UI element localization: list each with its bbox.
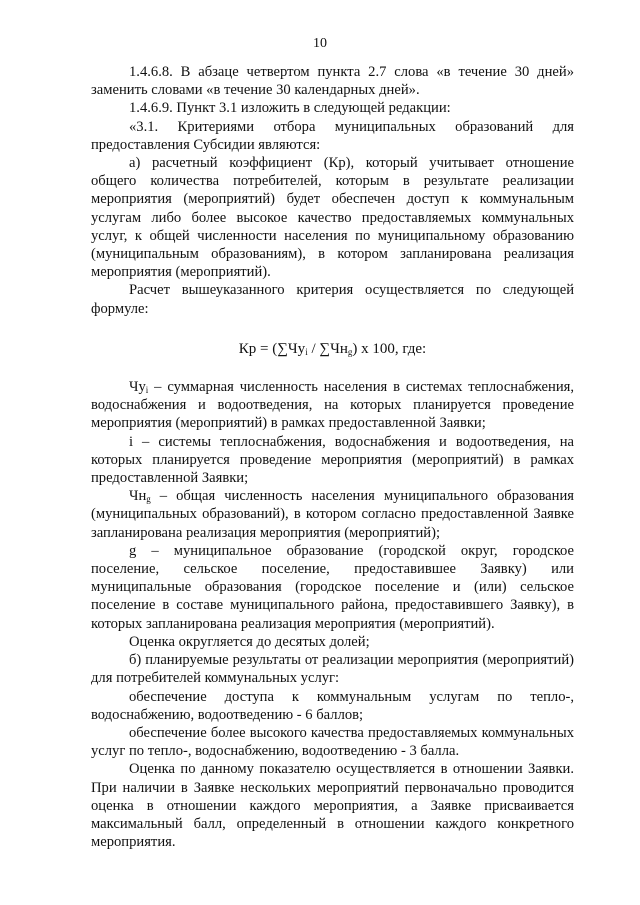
- formula-mid: / ∑Чн: [307, 340, 348, 357]
- paragraph-criterion-b: б) планируемые результаты от реализации мероприятия (мероприятий) для потребителей коммунальных услуг:: [91, 652, 574, 687]
- symbol-chn: Чн: [129, 488, 147, 505]
- definition-chu-text: – суммарная численность населения в системах теплоснабжения, водоснабжения и водоотведения, на которых планируется проведение мероприятия (мероприятий) в рамках предоставленной Заявки;: [91, 379, 574, 432]
- definition-chn-text: – общая численность населения муниципального образования (муниципальных образований), в котором согласно предоставленной Заявке запланирована реализация мероприятия (мероприятий);: [91, 488, 574, 541]
- definition-g: [91, 542, 574, 633]
- symbol-i: i: [129, 433, 134, 450]
- definition-i-text: – системы теплоснабжения, водоснабжения и водоотведения, на которых планируется проведение мероприятия (мероприятий) в рамках предоставленной Заявки;: [91, 433, 574, 487]
- paragraph-calculation: Расчет вышеуказанного критерия осуществляется по следующей формуле:: [91, 282, 574, 317]
- formula: [91, 340, 574, 358]
- symbol-chn-sub: g: [146, 494, 151, 505]
- paragraph-rounding: Оценка округляется до десятых долей;: [129, 633, 370, 650]
- symbol-chu-sub: i: [145, 385, 149, 396]
- paragraph-3-1: «3.1. Критериями отбора муниципальных образований для предоставления Субсидии являются:: [91, 118, 574, 153]
- formula-rhs: ) х 100, где:: [352, 340, 427, 357]
- definition-chu: [91, 378, 574, 433]
- paragraph-1-4-6-8: 1.4.6.8. В абзаце четвертом пункта 2.7 слова «в течение 30 дней» заменить словами «в течение 30 календарных дней».: [91, 64, 574, 99]
- document-body: [91, 63, 574, 851]
- formula-sub-g: g: [347, 346, 353, 357]
- paragraph-1-4-6-9: 1.4.6.9. Пункт 3.1 изложить в следующей редакции:: [129, 100, 451, 117]
- symbol-g: g: [129, 542, 137, 559]
- definition-chn: [91, 487, 574, 542]
- paragraph-criterion-a: а) расчетный коэффициент (Кр), который учитывает отношение общего количества потребителей, которым в результате реализации мероприятия (мероприятий) будет обеспечен доступ к коммунальным услугам либо более высокое качество предоставляемых коммунальных услуг, к общей численности населения по муниципальному образованию (муниципальным образованиям), в котором запланирована реализация мероприятия (мероприятий).: [91, 155, 574, 281]
- symbol-chu: Чу: [129, 379, 146, 396]
- paragraph-score-quality: обеспечение более высокого качества предоставляемых коммунальных услуг по тепло-, водоснабжению, водоотведению - 3 балла.: [91, 724, 574, 760]
- definition-g-text: – муниципальное образование (городской округ, городское поселение, сельское поселение, предоставившее Заявку) или муниципальные образования (городское поселение и (или) сельское поселение в составе муниципального района, предоставившего Заявку), в которых запланирована реализация мероприятия (мероприятий).: [91, 542, 574, 632]
- definition-i: [91, 433, 574, 488]
- formula-lhs: Кр = (∑Чу: [238, 340, 306, 357]
- formula-sub-i: i: [305, 346, 308, 357]
- page-number: 10: [313, 36, 327, 51]
- paragraph-assessment: Оценка по данному показателю осуществляется в отношении Заявки. При наличии в Заявке нескольких мероприятий первоначально проводится оценка в отношении каждого мероприятия, а Заявке присваивается максимальный балл, определенный в отношении каждого конкретного мероприятия.: [91, 761, 574, 851]
- paragraph-score-access: обеспечение доступа к коммунальным услугам по тепло-, водоснабжению, водоотведению - 6 баллов;: [91, 688, 574, 723]
